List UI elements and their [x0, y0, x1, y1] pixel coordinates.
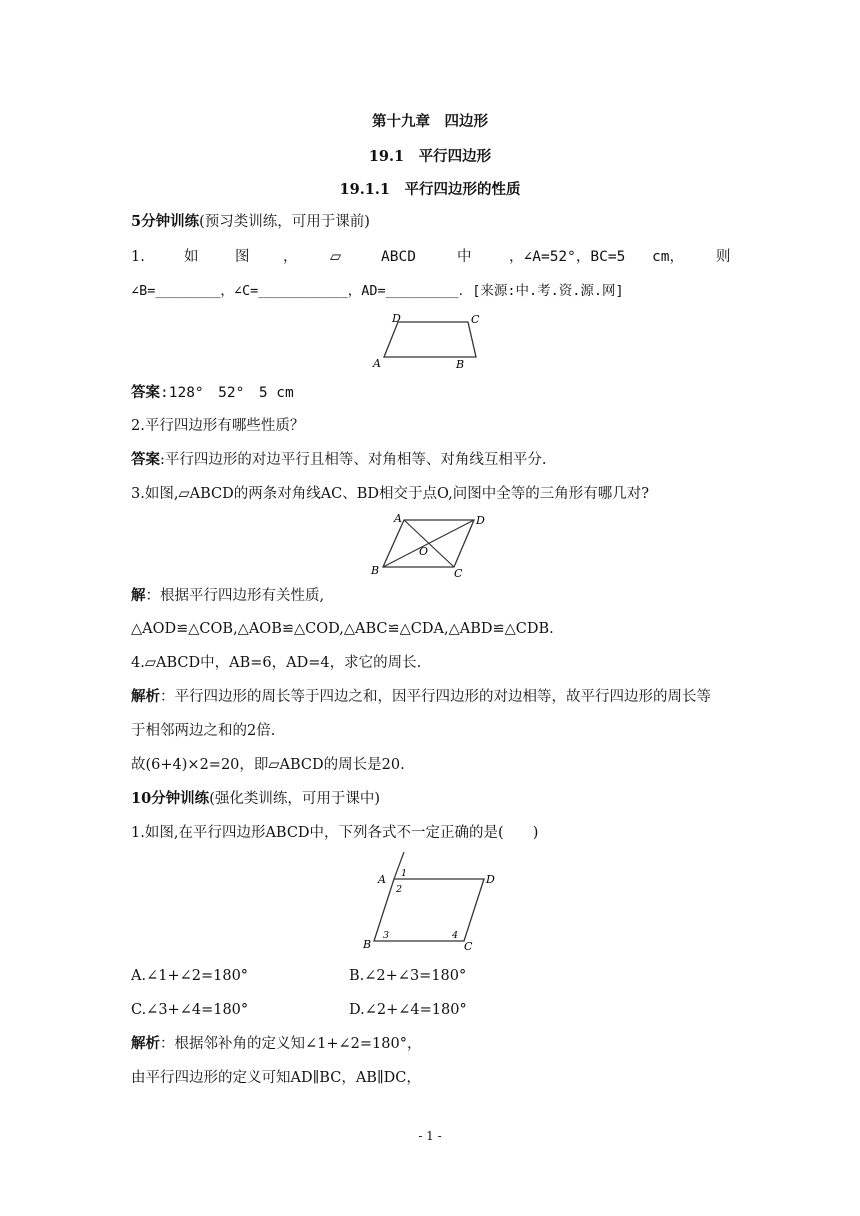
q1-comma: ， — [283, 249, 298, 265]
angle-1-label: 1 — [401, 868, 408, 879]
parallelogram-shape — [374, 879, 484, 941]
label-C: C — [471, 313, 480, 326]
option-c[interactable]: C.∠3+∠4=180° — [131, 1002, 249, 1018]
angle-4-label: 4 — [452, 930, 459, 941]
chapter-title: 第十九章 四边形 — [372, 113, 488, 130]
q3-solution — [131, 586, 324, 606]
part2-header — [131, 789, 380, 809]
q1-word-ze: 则 — [716, 249, 731, 265]
label-C: C — [454, 567, 463, 580]
q1-answer — [131, 383, 294, 403]
label-D: D — [392, 312, 401, 325]
q1-condition: ，∠A=52°，BC=5 — [509, 249, 626, 265]
part2-title: 10分钟训练 — [131, 790, 210, 807]
solution-label: 解 — [131, 587, 146, 604]
answer-label: 答案 — [131, 384, 160, 401]
label-C: C — [464, 940, 473, 953]
part1-header — [131, 212, 370, 232]
q1-parallelogram-figure — [368, 310, 492, 372]
subsection-title: 19.1.1 平行四边形的性质 — [339, 181, 521, 198]
q3-text: 3.如图,▱ABCD的两条对角线AC、BD相交于点O,问图中全等的三角形有哪几对? — [131, 486, 649, 502]
p2-q1-text: 1.如图,在平行四边形ABCD中，下列各式不一定正确的是( ) — [131, 825, 539, 841]
analysis-text: ：平行四边形的周长等于四边之和，因平行四边形的对边相等，故平行四边形的周长等 — [160, 689, 711, 705]
q1-line1 — [0, 247, 860, 267]
q4-analysis — [131, 687, 711, 707]
q1-word-tu: 图 — [235, 249, 250, 265]
q1-figure-name: ABCD — [381, 249, 416, 265]
option-d[interactable]: D.∠2+∠4=180° — [349, 1002, 467, 1018]
q1-unit: cm， — [652, 249, 684, 265]
q4-analysis-line2: 于相邻两边之和的2倍. — [131, 723, 276, 739]
option-b[interactable]: B.∠2+∠3=180° — [349, 968, 467, 984]
q1-word-ru: 如 — [184, 249, 199, 265]
q1-word-zhong: 中 — [457, 249, 472, 265]
section-title: 19.1 平行四边形 — [368, 148, 492, 165]
answer-label: 答案 — [131, 451, 160, 468]
label-D: D — [486, 873, 495, 886]
label-B: B — [363, 938, 372, 951]
diagonal-bd — [383, 520, 474, 567]
answer-text: :128° 52° 5 cm — [160, 385, 294, 401]
label-B: B — [456, 358, 465, 371]
q2-answer — [131, 450, 547, 470]
analysis-text: ：根据邻补角的定义知∠1+∠2=180°， — [160, 1036, 422, 1052]
q3-diagonals-figure — [366, 508, 485, 580]
part1-title: 5分钟训练 — [131, 213, 200, 230]
analysis-label: 解析 — [131, 688, 160, 705]
parallelogram-shape — [384, 322, 476, 357]
label-A: A — [373, 357, 381, 370]
p2-q1-angles-figure — [360, 852, 504, 954]
angle-3-label: 3 — [383, 930, 390, 941]
q3-solution-line2: △AOD≌△COB,△AOB≌△COD,△ABC≌△CDA,△ABD≌△CDB. — [131, 621, 554, 637]
option-a[interactable]: A.∠1+∠2=180° — [131, 968, 249, 984]
q1-line2: ∠B=________，∠C=___________，AD=_________．[来源:中.考.资.源.网] — [131, 283, 624, 299]
solution-text: ：根据平行四边形有关性质, — [145, 588, 325, 604]
label-D: D — [476, 514, 485, 527]
page-number: - 1 - — [418, 1129, 442, 1143]
angle-2-label: 2 — [396, 884, 403, 895]
q1-num: 1. — [131, 249, 145, 265]
part1-subtitle: (预习类训练，可用于课前) — [199, 214, 370, 230]
label-A: A — [378, 873, 386, 886]
part2-subtitle: (强化类训练，可用于课中) — [209, 791, 381, 807]
label-B: B — [371, 564, 380, 577]
label-A: A — [394, 512, 402, 525]
q4-result: 故(6+4)×2=20，即▱ABCD的周长是20. — [131, 757, 405, 773]
answer-text: :平行四边形的对边平行且相等、对角相等、对角线互相平分. — [160, 452, 547, 468]
q4-text: 4.▱ABCD中，AB=6，AD=4，求它的周长. — [131, 655, 422, 671]
parallelogram-symbol: ▱ — [330, 249, 342, 265]
p2-q1-analysis-line2: 由平行四边形的定义可知AD∥BC，AB∥DC， — [131, 1070, 421, 1086]
p2-q1-analysis — [131, 1034, 421, 1054]
q2-text: 2.平行四边形有哪些性质？ — [131, 418, 305, 434]
analysis-label: 解析 — [131, 1035, 160, 1052]
label-O: O — [419, 545, 429, 558]
